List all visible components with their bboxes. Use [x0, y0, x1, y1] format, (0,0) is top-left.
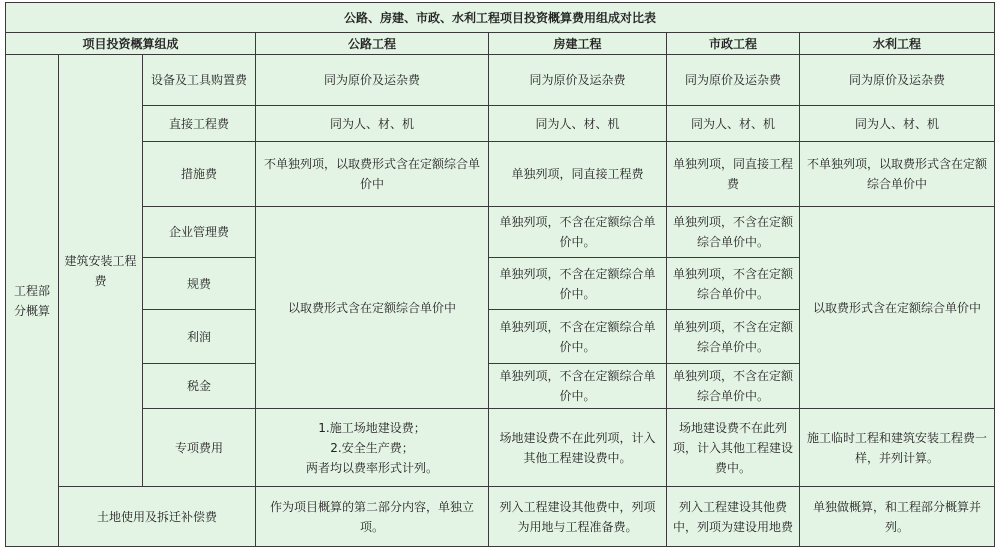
cell-special-municipal: 场地建设费不在此列项，计入其他工程建设费中。 [667, 409, 800, 487]
cost-comparison-table [5, 2, 995, 547]
table-title: 公路、房建、市政、水利工程项目投资概算费用组成对比表 [6, 3, 995, 33]
cell-management-building: 单独列项，不含在定额综合单价中。 [489, 207, 667, 258]
row-label-tax: 税金 [143, 364, 256, 409]
header-composition: 项目投资概算组成 [6, 33, 256, 55]
row-label-special: 专项费用 [143, 409, 256, 487]
group-construction: 建筑安装工程费 [59, 55, 143, 487]
cell-measures-building: 单独列项，同直接工程费 [489, 142, 667, 207]
cell-equipment-road: 同为原价及运杂费 [256, 55, 489, 106]
cell-merged-water: 以取费形式含在定额综合单价中 [800, 207, 995, 409]
cell-fees-municipal: 单独列项，不含在定额综合单价中。 [667, 258, 800, 310]
row-label-profit: 利润 [143, 310, 256, 364]
special-road-line-2: 2.安全生产费； [330, 440, 414, 455]
cell-land-water: 单独做概算，和工程部分概算并列。 [800, 487, 995, 547]
cell-profit-building: 单独列项，不含在定额综合单价中。 [489, 310, 667, 364]
cell-direct-municipal: 同为人、材、机 [667, 106, 800, 142]
group-engineering: 工程部分概算 [6, 55, 59, 547]
cell-management-municipal: 单独列项，不含在定额综合单价中。 [667, 207, 800, 258]
special-road-line-3: 两者均以费率形式计列。 [305, 460, 438, 475]
row-label-direct: 直接工程费 [143, 106, 256, 142]
header-water: 水利工程 [800, 33, 995, 55]
special-road-line-1: 1.施工场地建设费； [318, 420, 426, 435]
header-road: 公路工程 [256, 33, 489, 55]
cell-equipment-building: 同为原价及运杂费 [489, 55, 667, 106]
cell-special-building: 场地建设费不在此列项，计入其他工程建设费中。 [489, 409, 667, 487]
cell-equipment-municipal: 同为原价及运杂费 [667, 55, 800, 106]
title-row [6, 3, 995, 33]
table-row [6, 207, 995, 258]
table-row [6, 55, 995, 106]
cell-land-road: 作为项目概算的第二部分内容，单独立项。 [256, 487, 489, 547]
cell-direct-water: 同为人、材、机 [800, 106, 995, 142]
cell-equipment-water: 同为原价及运杂费 [800, 55, 995, 106]
row-label-measures: 措施费 [143, 142, 256, 207]
row-label-land: 土地使用及拆迁补偿费 [59, 487, 256, 547]
header-row [6, 33, 995, 55]
cell-special-road [256, 409, 489, 487]
cell-measures-road: 不单独列项，以取费形式含在定额综合单价中 [256, 142, 489, 207]
cell-tax-municipal: 单独列项，不含在定额综合单价中。 [667, 364, 800, 409]
table-row [6, 142, 995, 207]
cell-merged-road: 以取费形式含在定额综合单价中 [256, 207, 489, 409]
cell-land-building: 列入工程建设其他费中，列项为用地与工程准备费。 [489, 487, 667, 547]
cell-measures-municipal: 单独列项，同直接工程费 [667, 142, 800, 207]
cell-tax-building: 单独列项，不含在定额综合单价中。 [489, 364, 667, 409]
cell-direct-building: 同为人、材、机 [489, 106, 667, 142]
header-municipal: 市政工程 [667, 33, 800, 55]
header-building: 房建工程 [489, 33, 667, 55]
cell-fees-building: 单独列项，不含在定额综合单价中。 [489, 258, 667, 310]
cell-special-water: 施工临时工程和建筑安装工程费一样，并列计算。 [800, 409, 995, 487]
cell-measures-water: 不单独列项，以取费形式含在定额综合单价中 [800, 142, 995, 207]
cell-direct-road: 同为人、材、机 [256, 106, 489, 142]
table-row [6, 487, 995, 547]
row-label-fees: 规费 [143, 258, 256, 310]
row-label-management: 企业管理费 [143, 207, 256, 258]
table-row [6, 409, 995, 487]
cell-land-municipal: 列入工程建设其他费中，列项为建设用地费 [667, 487, 800, 547]
cell-profit-municipal: 单独列项，不含在定额综合单价中。 [667, 310, 800, 364]
row-label-equipment: 设备及工具购置费 [143, 55, 256, 106]
table-row [6, 106, 995, 142]
